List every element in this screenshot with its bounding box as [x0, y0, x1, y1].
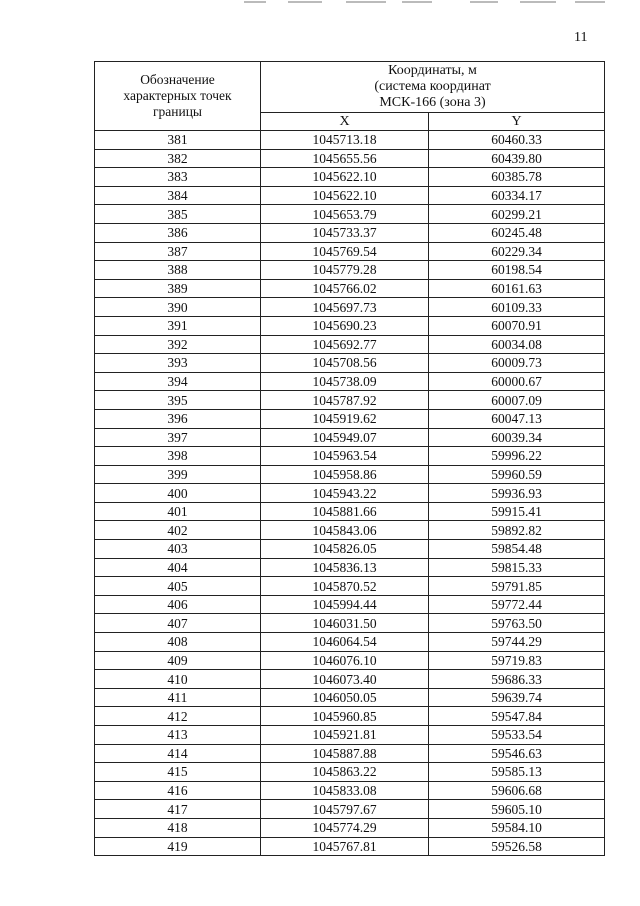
- table-row: [95, 614, 605, 633]
- cell-x: 1045692.77: [261, 335, 429, 354]
- table-row: [95, 651, 605, 670]
- table-row: [95, 763, 605, 782]
- cell-point: 411: [95, 688, 261, 707]
- cell-x: 1045826.05: [261, 540, 429, 559]
- cell-x: 1045949.07: [261, 428, 429, 447]
- cell-y: 60070.91: [429, 316, 605, 335]
- cell-x: 1045622.10: [261, 186, 429, 205]
- cell-point: 395: [95, 391, 261, 410]
- cell-x: 1045769.54: [261, 242, 429, 261]
- cell-y: 59996.22: [429, 447, 605, 466]
- cell-point: 401: [95, 502, 261, 521]
- cell-x: 1045787.92: [261, 391, 429, 410]
- cell-point: 386: [95, 223, 261, 242]
- cell-x: 1045738.09: [261, 372, 429, 391]
- cell-point: 393: [95, 354, 261, 373]
- cell-point: 414: [95, 744, 261, 763]
- table-row: [95, 186, 605, 205]
- cell-point: 384: [95, 186, 261, 205]
- cell-x: 1045713.18: [261, 131, 429, 150]
- cell-y: 60334.17: [429, 186, 605, 205]
- cell-x: 1045733.37: [261, 223, 429, 242]
- cell-point: 392: [95, 335, 261, 354]
- table-row: [95, 465, 605, 484]
- table-row: [95, 670, 605, 689]
- cell-y: 59915.41: [429, 502, 605, 521]
- table-row: [95, 726, 605, 745]
- cell-y: 59605.10: [429, 800, 605, 819]
- cell-y: 60047.13: [429, 409, 605, 428]
- cell-point: 413: [95, 726, 261, 745]
- table-row: [95, 242, 605, 261]
- table-row: [95, 131, 605, 150]
- cell-x: 1046064.54: [261, 633, 429, 652]
- table-row: [95, 781, 605, 800]
- cell-point: 415: [95, 763, 261, 782]
- cell-y: 60109.33: [429, 298, 605, 317]
- table-row: [95, 558, 605, 577]
- cell-point: 390: [95, 298, 261, 317]
- cell-point: 409: [95, 651, 261, 670]
- table-row: [95, 409, 605, 428]
- table-row: [95, 223, 605, 242]
- cell-y: 60039.34: [429, 428, 605, 447]
- cell-point: 397: [95, 428, 261, 447]
- cell-point: 418: [95, 818, 261, 837]
- coordinates-table: [94, 61, 605, 856]
- table-row: [95, 688, 605, 707]
- cell-point: 410: [95, 670, 261, 689]
- cell-y: 59791.85: [429, 577, 605, 596]
- cell-x: 1045843.06: [261, 521, 429, 540]
- cell-x: 1045653.79: [261, 205, 429, 224]
- cell-point: 403: [95, 540, 261, 559]
- cell-x: 1045836.13: [261, 558, 429, 577]
- cell-point: 405: [95, 577, 261, 596]
- cell-y: 60198.54: [429, 261, 605, 280]
- cell-y: 59936.93: [429, 484, 605, 503]
- cell-x: 1045870.52: [261, 577, 429, 596]
- cell-point: 383: [95, 168, 261, 187]
- cell-y: 59815.33: [429, 558, 605, 577]
- table-row: [95, 279, 605, 298]
- cell-point: 416: [95, 781, 261, 800]
- table-row: [95, 447, 605, 466]
- table-row: [95, 818, 605, 837]
- cell-x: 1045963.54: [261, 447, 429, 466]
- cell-point: 404: [95, 558, 261, 577]
- cell-point: 417: [95, 800, 261, 819]
- cell-point: 396: [95, 409, 261, 428]
- cell-point: 387: [95, 242, 261, 261]
- cell-y: 59686.33: [429, 670, 605, 689]
- cell-point: 412: [95, 707, 261, 726]
- table-row: [95, 168, 605, 187]
- cell-y: 59763.50: [429, 614, 605, 633]
- cell-x: 1045690.23: [261, 316, 429, 335]
- cell-point: 400: [95, 484, 261, 503]
- cell-point: 391: [95, 316, 261, 335]
- header-x: X: [261, 113, 429, 131]
- table-row: [95, 335, 605, 354]
- cell-x: 1045887.88: [261, 744, 429, 763]
- cell-x: 1045622.10: [261, 168, 429, 187]
- cell-x: 1046050.05: [261, 688, 429, 707]
- table-row: [95, 633, 605, 652]
- cell-x: 1045779.28: [261, 261, 429, 280]
- cell-y: 59585.13: [429, 763, 605, 782]
- cell-point: 419: [95, 837, 261, 856]
- cell-y: 59854.48: [429, 540, 605, 559]
- table-row: [95, 428, 605, 447]
- cell-y: 59892.82: [429, 521, 605, 540]
- table-row: [95, 577, 605, 596]
- cell-x: 1045958.86: [261, 465, 429, 484]
- table-row: [95, 595, 605, 614]
- table-row: [95, 298, 605, 317]
- cell-x: 1045697.73: [261, 298, 429, 317]
- cell-y: 60299.21: [429, 205, 605, 224]
- table-row: [95, 484, 605, 503]
- cell-x: 1045863.22: [261, 763, 429, 782]
- table-row: [95, 502, 605, 521]
- cell-y: 59533.54: [429, 726, 605, 745]
- cell-point: 406: [95, 595, 261, 614]
- cell-x: 1045655.56: [261, 149, 429, 168]
- table-row: [95, 149, 605, 168]
- table-row: [95, 744, 605, 763]
- cell-point: 398: [95, 447, 261, 466]
- cell-x: 1045766.02: [261, 279, 429, 298]
- cell-x: 1046031.50: [261, 614, 429, 633]
- cell-point: 381: [95, 131, 261, 150]
- cell-point: 402: [95, 521, 261, 540]
- cell-y: 59547.84: [429, 707, 605, 726]
- cell-x: 1045960.85: [261, 707, 429, 726]
- table-row: [95, 800, 605, 819]
- cell-point: 385: [95, 205, 261, 224]
- cell-x: 1045943.22: [261, 484, 429, 503]
- cell-y: 59772.44: [429, 595, 605, 614]
- header-y: Y: [429, 113, 605, 131]
- cell-x: 1045833.08: [261, 781, 429, 800]
- table-row: [95, 261, 605, 280]
- cell-y: 59546.63: [429, 744, 605, 763]
- cell-y: 60245.48: [429, 223, 605, 242]
- table-row: [95, 205, 605, 224]
- cell-point: 388: [95, 261, 261, 280]
- cell-y: 60161.63: [429, 279, 605, 298]
- cell-point: 399: [95, 465, 261, 484]
- cell-x: 1045708.56: [261, 354, 429, 373]
- cell-y: 59606.68: [429, 781, 605, 800]
- cell-y: 59744.29: [429, 633, 605, 652]
- cell-point: 382: [95, 149, 261, 168]
- scan-top-marks: [0, 0, 640, 6]
- cell-x: 1046076.10: [261, 651, 429, 670]
- table-row: [95, 372, 605, 391]
- table-row: [95, 354, 605, 373]
- page-number: 11: [574, 30, 588, 45]
- cell-x: 1045797.67: [261, 800, 429, 819]
- cell-y: 59584.10: [429, 818, 605, 837]
- cell-y: 59719.83: [429, 651, 605, 670]
- cell-y: 60007.09: [429, 391, 605, 410]
- cell-y: 59960.59: [429, 465, 605, 484]
- cell-y: 59526.58: [429, 837, 605, 856]
- table-row: [95, 707, 605, 726]
- cell-x: 1045774.29: [261, 818, 429, 837]
- cell-x: 1045881.66: [261, 502, 429, 521]
- table-row: [95, 540, 605, 559]
- cell-y: 60009.73: [429, 354, 605, 373]
- cell-y: 60460.33: [429, 131, 605, 150]
- cell-y: 60439.80: [429, 149, 605, 168]
- cell-y: 60034.08: [429, 335, 605, 354]
- cell-x: 1045767.81: [261, 837, 429, 856]
- cell-x: 1045921.81: [261, 726, 429, 745]
- cell-point: 389: [95, 279, 261, 298]
- cell-x: 1045919.62: [261, 409, 429, 428]
- cell-y: 59639.74: [429, 688, 605, 707]
- table-row: [95, 837, 605, 856]
- cell-point: 408: [95, 633, 261, 652]
- table-row: [95, 316, 605, 335]
- cell-x: 1045994.44: [261, 595, 429, 614]
- cell-x: 1046073.40: [261, 670, 429, 689]
- cell-y: 60385.78: [429, 168, 605, 187]
- cell-y: 60229.34: [429, 242, 605, 261]
- table-row: [95, 391, 605, 410]
- table-row: [95, 521, 605, 540]
- header-point-designation: Обозначение характерных точек границы: [95, 62, 261, 131]
- cell-point: 407: [95, 614, 261, 633]
- header-coordinates: Координаты, м (система координат МСК-166 (зона 3): [261, 62, 605, 113]
- cell-y: 60000.67: [429, 372, 605, 391]
- cell-point: 394: [95, 372, 261, 391]
